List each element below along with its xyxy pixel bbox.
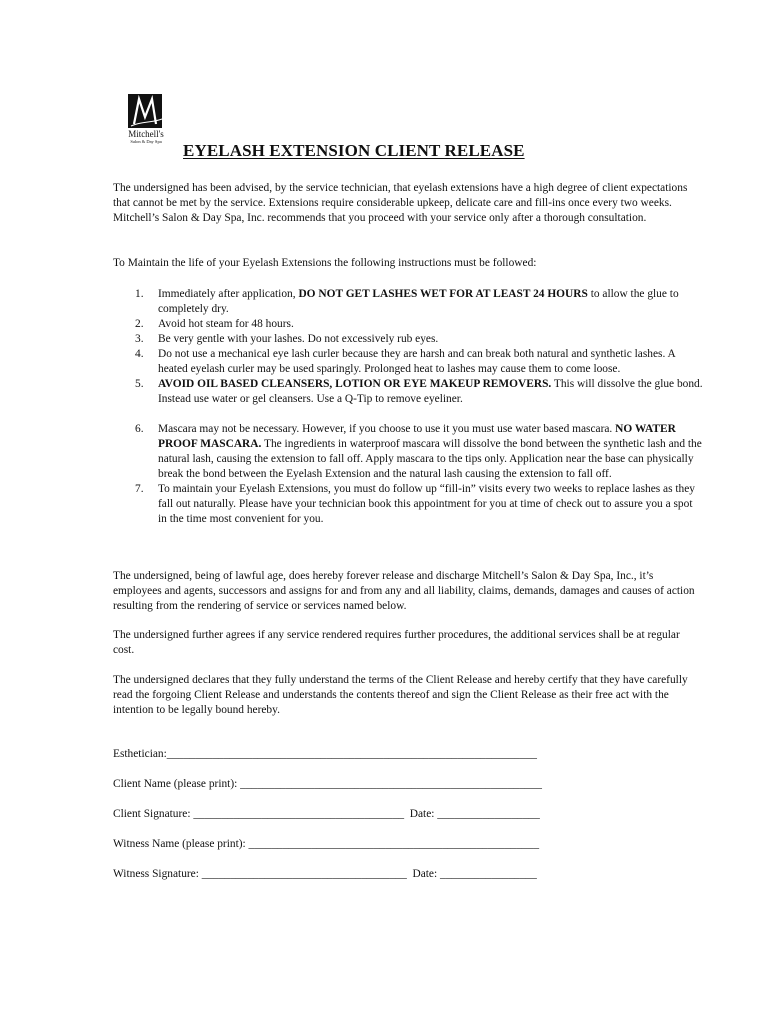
declares-paragraph: The undersigned declares that they fully understand the terms of the Client Release and hereby certify that they have carefully read the forgoing Client Release and understands the contents thereof and sign the Client Release as their free act with the intention to be legally bound hereby. bbox=[113, 674, 688, 716]
salon-logo bbox=[122, 93, 170, 144]
logo-subtitle: Salon & Day Spa bbox=[130, 139, 162, 144]
client-signature-field[interactable]: Client Signature: _____________________________________ Date: __________________ bbox=[113, 808, 540, 820]
esthetician-field[interactable]: Esthetician:_________________________________________________________________ bbox=[113, 748, 537, 760]
list-item: 6. Mascara may not be necessary. However, if you choose to use it you must use water based mascara. NO WATER PROOF MASCARA. The ingredients in waterproof mascara will dissolve the bond between the synthetic lash and the natural lash, causing the extension to fall off. Apply mascara to the tips only. Application near the base can physically break the bond between the Eyelash Extension and the natural lash causing the extension to fall off. bbox=[135, 423, 702, 480]
intro-paragraph: The undersigned has been advised, by the service technician, that eyelash extensions have a high degree of client expectations that cannot be met by the service. Extensions require considerable upkeep, delicate care and fill-ins once every two weeks. Mitchell’s Salon & Day Spa, Inc. recommends that you proceed with your service only after a thorough consultation. bbox=[113, 182, 688, 224]
list-item: 2. Avoid hot steam for 48 hours. bbox=[135, 318, 294, 330]
further-paragraph: The undersigned further agrees if any service rendered requires further procedures, the additional services shall be at regular cost. bbox=[113, 629, 680, 656]
witness-signature-field[interactable]: Witness Signature: ____________________________________ Date: _________________ bbox=[113, 868, 537, 880]
page-title: EYELASH EXTENSION CLIENT RELEASE bbox=[183, 141, 525, 160]
list-item: 4. Do not use a mechanical eye lash curler because they are harsh and can break both natural and synthetic lashes. A heated eyelash curler may be used sparingly. Prolonged heat to lashes may cause them to come loose. bbox=[135, 348, 676, 375]
list-item: 5. AVOID OIL BASED CLEANSERS, LOTION OR EYE MAKEUP REMOVERS. This will dissolve the glue bond. Instead use water or gel cleansers. Use a Q-Tip to remove eyeliner. bbox=[135, 378, 703, 405]
list-item: 1. Immediately after application, DO NOT GET LASHES WET FOR AT LEAST 24 HOURS to allow the glue to completely dry. bbox=[135, 288, 679, 315]
client-name-field[interactable]: Client Name (please print): _____________________________________________________ bbox=[113, 778, 543, 790]
witness-name-field[interactable]: Witness Name (please print): ___________________________________________________ bbox=[113, 838, 540, 850]
release-paragraph: The undersigned, being of lawful age, does hereby forever release and discharge Mitchell’s Salon & Day Spa, Inc., it’s employees and agents, successors and assigns for and from any and all liability, claims, demands, damages and causes of action resulting from the rendering of service or services named below. bbox=[113, 570, 695, 612]
list-spacer bbox=[113, 407, 703, 422]
logo-m-icon bbox=[122, 93, 170, 129]
list-item: 3. Be very gentle with your lashes. Do not excessively rub eyes. bbox=[135, 333, 439, 345]
list-item: 7. To maintain your Eyelash Extensions, you must do follow up “fill-in” visits every two weeks to replace lashes as they fall out naturally. Please have your technician book this appointment for you at time of check out to assure you a spot in the time most convenient for you. bbox=[135, 483, 695, 525]
instructions-lead: To Maintain the life of your Eyelash Extensions the following instructions must be followed: bbox=[113, 257, 537, 269]
logo-name: Mitchell's bbox=[128, 129, 164, 139]
instructions-list bbox=[113, 287, 703, 527]
